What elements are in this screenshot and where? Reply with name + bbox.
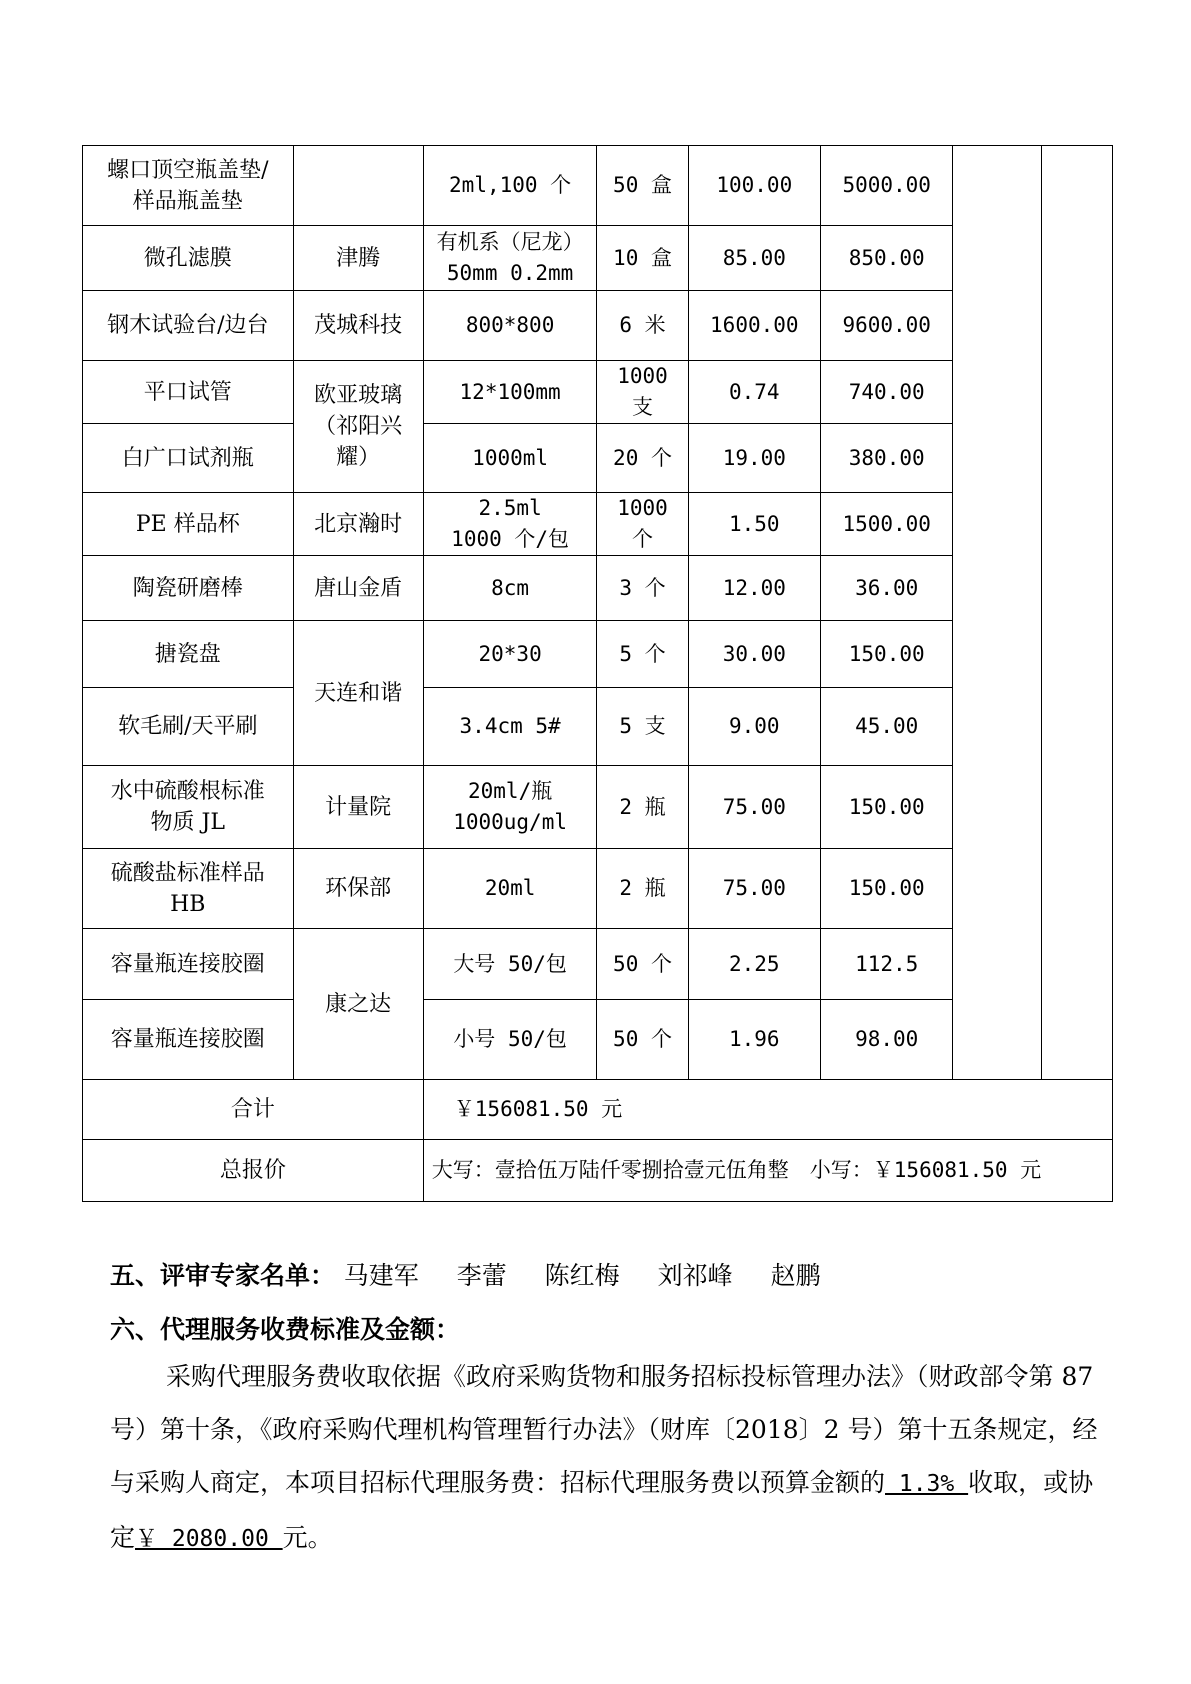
unit-price-cell: 85.00 [688, 226, 820, 291]
expert-name: 赵鹏 [770, 1261, 821, 1290]
qty-cell: 2 瓶 [597, 766, 688, 849]
grand-total-label: 总报价 [83, 1140, 424, 1202]
unit-price-cell: 0.74 [688, 361, 820, 424]
spec-cell: 大号 50/包 [423, 929, 597, 1000]
unit-price-cell: 100.00 [688, 146, 820, 226]
item-name-cell: 容量瓶连接胶圈 [83, 1000, 294, 1080]
item-name-cell: 陶瓷研磨棒 [83, 556, 294, 621]
brand-cell: 唐山金盾 [293, 556, 423, 621]
total-cell: 380.00 [821, 424, 953, 493]
qty-cell: 1000 支 [597, 361, 688, 424]
item-name-cell: PE 样品杯 [83, 493, 294, 556]
item-name-cell: 容量瓶连接胶圈 [83, 929, 294, 1000]
brand-cell: 环保部 [293, 849, 423, 929]
spec-cell: 8cm [423, 556, 597, 621]
brand-cell: 天连和谐 [293, 621, 423, 766]
qty-cell: 2 瓶 [597, 849, 688, 929]
fee-rate: 1.3% [885, 1471, 969, 1497]
total-cell: 45.00 [821, 688, 953, 766]
fee-amount: ￥ 2080.00 [135, 1526, 283, 1552]
total-cell: 9600.00 [821, 291, 953, 361]
item-name-cell: 硫酸盐标准样品 HB [83, 849, 294, 929]
qty-cell: 50 个 [597, 929, 688, 1000]
experts-section [110, 1256, 851, 1292]
spec-cell: 1000ml [423, 424, 597, 493]
total-cell: 36.00 [821, 556, 953, 621]
brand-cell: 欧亚玻璃 （祁阳兴 耀） [293, 361, 423, 493]
brand-cell: 茂城科技 [293, 291, 423, 361]
grand-total-row [83, 1140, 1113, 1202]
brand-cell: 康之达 [293, 929, 423, 1080]
fee-text-middle: 收取，或协定 [110, 1468, 1094, 1552]
qty-cell: 6 米 [597, 291, 688, 361]
spec-cell: 20ml/瓶 1000ug/ml [423, 766, 597, 849]
fee-text-end: 元。 [282, 1523, 333, 1552]
spec-cell: 2ml,100 个 [423, 146, 597, 226]
total-cell: 850.00 [821, 226, 953, 291]
item-name-cell: 搪瓷盘 [83, 621, 294, 688]
experts-list [344, 1261, 851, 1290]
item-name-cell: 钢木试验台/边台 [83, 291, 294, 361]
fee-text: 采购代理服务费收取依据《政府采购货物和服务招标投标管理办法》（财政部令第 87 号）第十条，《政府采购代理机构管理暂行办法》（财库〔2018〕2 号）第十五条规定，经与采购人商定，本项目招标代理服务费：招标代理服务费以预算金额的 [110, 1362, 1098, 1497]
spec-cell: 20*30 [423, 621, 597, 688]
unit-price-cell: 9.00 [688, 688, 820, 766]
qty-cell: 10 盒 [597, 226, 688, 291]
total-cell: 98.00 [821, 1000, 953, 1080]
qty-cell: 50 个 [597, 1000, 688, 1080]
quotation-table [82, 145, 1113, 1202]
unit-price-cell: 1.50 [688, 493, 820, 556]
expert-name: 刘祁峰 [657, 1261, 733, 1290]
total-cell: 150.00 [821, 621, 953, 688]
qty-cell: 5 支 [597, 688, 688, 766]
unit-price-cell: 12.00 [688, 556, 820, 621]
spec-cell: 800*800 [423, 291, 597, 361]
unit-price-cell: 2.25 [688, 929, 820, 1000]
total-cell: 1500.00 [821, 493, 953, 556]
spec-cell: 3.4cm 5# [423, 688, 597, 766]
subtotal-value: ￥156081.50 元 [423, 1080, 1112, 1140]
brand-cell: 计量院 [293, 766, 423, 849]
total-cell: 112.5 [821, 929, 953, 1000]
spec-cell: 2.5ml 1000 个/包 [423, 493, 597, 556]
spec-cell: 12*100mm [423, 361, 597, 424]
item-name-cell: 螺口顶空瓶盖垫/ 样品瓶盖垫 [83, 146, 294, 226]
item-name-cell: 微孔滤膜 [83, 226, 294, 291]
total-cell: 5000.00 [821, 146, 953, 226]
fee-heading: 六、代理服务收费标准及金额： [110, 1315, 461, 1344]
item-name-cell: 水中硫酸根标准 物质 JL [83, 766, 294, 849]
spec-cell: 20ml [423, 849, 597, 929]
spec-cell: 有机系（尼龙） 50mm 0.2mm [423, 226, 597, 291]
item-name-cell: 软毛刷/天平刷 [83, 688, 294, 766]
brand-cell [293, 146, 423, 226]
qty-cell: 1000 个 [597, 493, 688, 556]
qty-cell: 3 个 [597, 556, 688, 621]
total-cell: 150.00 [821, 766, 953, 849]
experts-heading: 五、评审专家名单： [110, 1261, 336, 1290]
subtotal-label: 合计 [83, 1080, 424, 1140]
expert-name: 李蕾 [456, 1261, 507, 1290]
item-name-cell: 平口试管 [83, 361, 294, 424]
blank-column-1 [953, 146, 1042, 1080]
qty-cell: 50 盒 [597, 146, 688, 226]
brand-cell: 津腾 [293, 226, 423, 291]
fee-paragraph [110, 1350, 1110, 1566]
unit-price-cell: 19.00 [688, 424, 820, 493]
qty-cell: 5 个 [597, 621, 688, 688]
unit-price-cell: 1600.00 [688, 291, 820, 361]
grand-total-value: 大写：壹拾伍万陆仟零捌拾壹元伍角整 小写：￥156081.50 元 [423, 1140, 1112, 1202]
item-name-cell: 白广口试剂瓶 [83, 424, 294, 493]
total-cell: 740.00 [821, 361, 953, 424]
expert-name: 陈红梅 [544, 1261, 620, 1290]
total-cell: 150.00 [821, 849, 953, 929]
spec-cell: 小号 50/包 [423, 1000, 597, 1080]
expert-name: 马建军 [343, 1261, 419, 1290]
subtotal-row [83, 1080, 1113, 1140]
unit-price-cell: 75.00 [688, 849, 820, 929]
unit-price-cell: 30.00 [688, 621, 820, 688]
unit-price-cell: 75.00 [688, 766, 820, 849]
qty-cell: 20 个 [597, 424, 688, 493]
unit-price-cell: 1.96 [688, 1000, 820, 1080]
blank-column-2 [1042, 146, 1113, 1080]
brand-cell: 北京瀚时 [293, 493, 423, 556]
table-row [83, 146, 1113, 226]
